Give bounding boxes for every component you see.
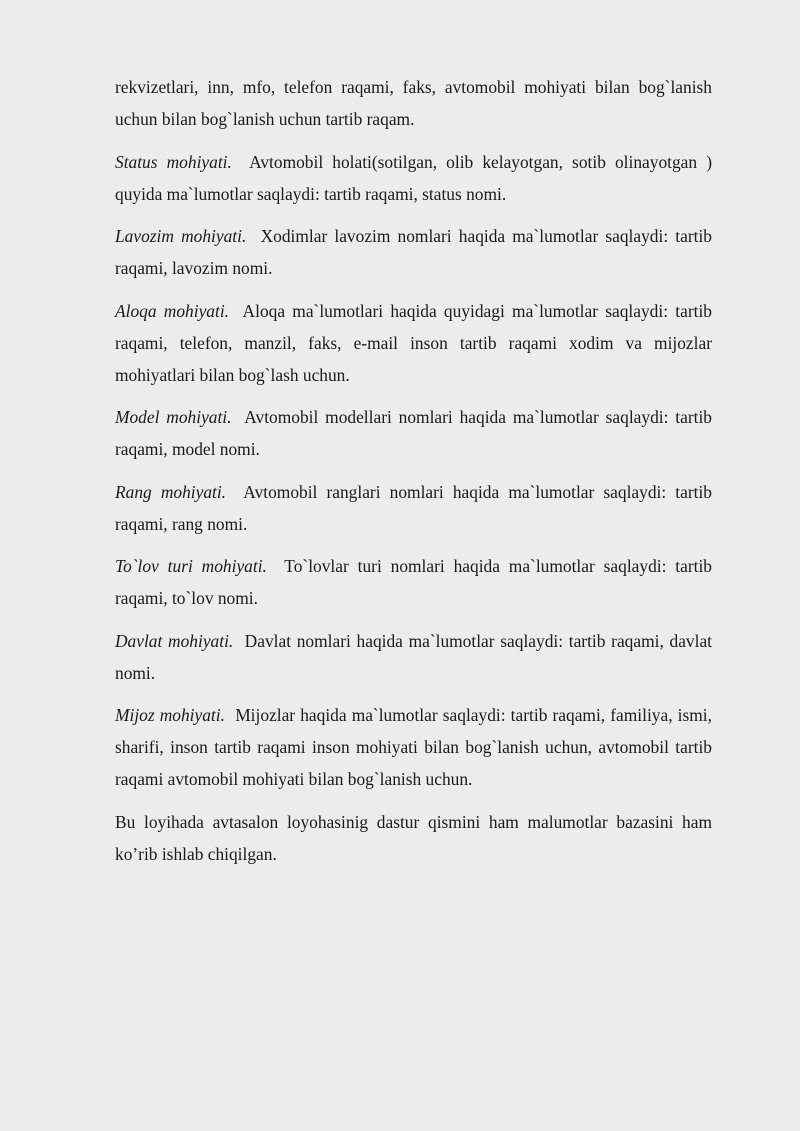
paragraph-text: Bu loyihada avtasalon loyohasinig dastur qismini ham malumotlar bazasini ham ko’rib ishlab chiqilgan.: [115, 811, 712, 864]
paragraph-text: Davlat nomlari haqida ma`lumotlar saqlaydi: tartib raqami, davlat nomi.: [115, 630, 712, 683]
paragraph-text: Mijozlar haqida ma`lumotlar saqlaydi: tartib raqami, familiya, ismi, sharifi, inson tartib raqami inson mohiyati bilan bog`lanish uchun, avtomobil tartib raqami avtomobil mohiyati bilan bog`lanish uchun.: [115, 705, 712, 789]
paragraph-conclusion: [115, 806, 712, 870]
paragraph-label: Lavozim mohiyati.: [115, 226, 247, 246]
paragraph-status-entity: [115, 146, 712, 210]
paragraph-label: Davlat mohiyati.: [115, 630, 234, 651]
paragraph-payment-type-entity: [115, 550, 712, 614]
paragraph-label: Aloqa mohiyati.: [115, 300, 229, 321]
paragraph-text: Aloqa ma`lumotlari haqida quyidagi ma`lumotlar saqlaydi: tartib raqami, telefon, manzil, faks, e-mail inson tartib raqami xodim va mijozlar mohiyatlari bilan bog`lash uchun.: [115, 300, 712, 385]
paragraph-color-entity: [115, 476, 712, 540]
paragraph-text: Avtomobil ranglari nomlari haqida ma`lumotlar saqlaydi: tartib raqami, rang nomi.: [115, 481, 712, 534]
paragraph-label: Status mohiyati.: [115, 151, 232, 172]
paragraph-label: Mijoz mohiyati.: [115, 705, 225, 725]
document-body: [115, 71, 712, 880]
paragraph-client-entity: [115, 699, 712, 795]
paragraph-label: Rang mohiyati.: [115, 481, 227, 502]
paragraph-contact-entity: [115, 295, 712, 391]
paragraph-country-entity: [115, 625, 712, 689]
paragraph-continuation: [115, 71, 712, 135]
paragraph-text: To`lovlar turi nomlari haqida ma`lumotlar saqlaydi: tartib raqami, to`lov nomi.: [115, 556, 712, 608]
paragraph-model-entity: [115, 401, 712, 465]
paragraph-text: Xodimlar lavozim nomlari haqida ma`lumotlar saqlaydi: tartib raqami, lavozim nomi.: [115, 226, 713, 278]
paragraph-position-entity: [115, 220, 712, 284]
paragraph-label: To`lov turi mohiyati.: [115, 556, 267, 576]
paragraph-text: Avtomobil modellari nomlari haqida ma`lumotlar saqlaydi: tartib raqami, model nomi.: [115, 407, 712, 459]
paragraph-text: Avtomobil holati(sotilgan, olib kelayotgan, sotib olinayotgan ) quyida ma`lumotlar saqlaydi: tartib raqami, status nomi.: [115, 151, 712, 204]
paragraph-text: rekvizetlari, inn, mfo, telefon raqami, faks, avtomobil mohiyati bilan bog`lanish uchun bilan bog`lanish uchun tartib raqam.: [115, 77, 712, 129]
paragraph-label: Model mohiyati.: [115, 407, 232, 427]
